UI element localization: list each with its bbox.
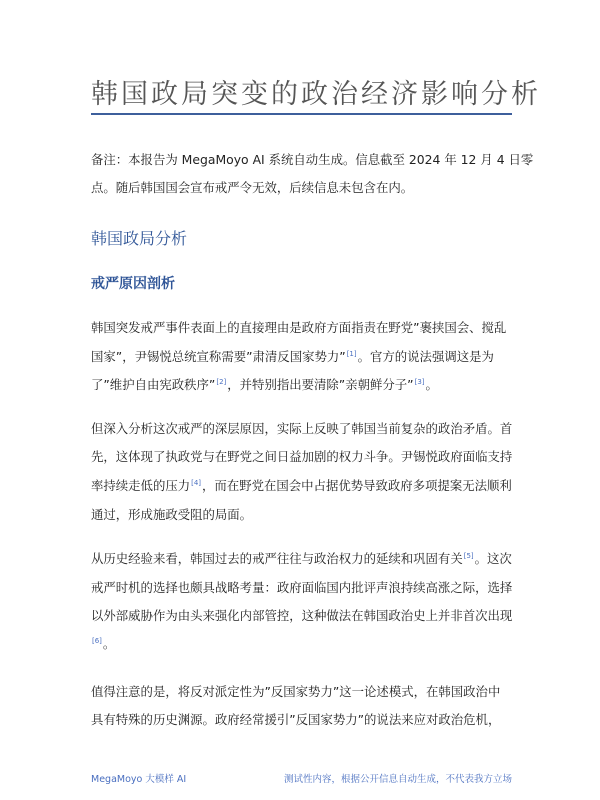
text-segment: 国家”，尹锡悦总统宣称需要”肃清反国家势力” — [91, 349, 346, 364]
text-segment: 通过，形成施政受阻的局面。 — [91, 507, 253, 522]
citation-link[interactable]: [5] — [463, 551, 474, 560]
text-segment: 戒严时机的选择也颇具战略考量：政府面临国内批评声浪持续高涨之际，选择 — [91, 580, 513, 595]
text-segment: 。 — [425, 377, 438, 392]
paragraph-line — [91, 447, 512, 465]
text-segment: 率持续走低的压力 — [91, 478, 191, 493]
text-segment: 韩国突发戒严事件表面上的直接理由是政府方面指责在野党”裹挟国会、搅乱 — [91, 320, 507, 335]
citation-link[interactable]: [6] — [92, 636, 102, 645]
document-title: 韩国政局突变的政治经济影响分析 — [91, 79, 541, 110]
text-segment: 以外部威胁作为由头来强化内部管控，这种做法在韩国政治史上并非首次出现 — [91, 608, 513, 623]
citation-link[interactable]: [3] — [414, 377, 425, 386]
text-segment: ，而在野党在国会中占据优势导致政府多项提案无法顺利 — [202, 478, 512, 493]
text-segment: 从历史经验来看，韩国过去的戒严往往与政治权力的延续和巩固有关 — [91, 551, 463, 566]
paragraph-line — [91, 549, 512, 567]
text-segment: 但深入分析这次戒严的深层原因，实际上反映了韩国当前复杂的政治矛盾。首 — [91, 421, 513, 436]
citation-link[interactable]: [4] — [191, 478, 202, 487]
paragraph-line — [91, 375, 438, 393]
footer-disclaimer: 测试性内容，根据公开信息自动生成，不代表我方立场 — [283, 774, 512, 785]
text-segment: ，并特别指出要清除”亲朝鲜分子” — [227, 377, 414, 392]
paragraph-line — [91, 606, 512, 624]
citation-link[interactable]: [1] — [346, 349, 357, 358]
paragraph-line — [91, 505, 252, 523]
text-segment: 值得注意的是，将反对派定性为”反国家势力”这一论述模式，在韩国政治中 — [91, 684, 501, 699]
paragraph-line — [91, 476, 512, 494]
paragraph-line — [91, 318, 506, 336]
note-line: 备注：本报告为 MegaMoyo AI 系统自动生成。信息截至 2024 年 12 月 4 日零 — [91, 152, 534, 167]
subsection-heading: 戒严原因剖析 — [91, 276, 175, 292]
paragraph-line — [91, 347, 494, 365]
note-line: 点。随后韩国国会宣布戒严令无效，后续信息未包含在内。 — [91, 180, 414, 195]
section-heading: 韩国政局分析 — [91, 229, 188, 248]
citation-link[interactable]: [2] — [216, 377, 227, 386]
paragraph-line — [91, 419, 512, 437]
text-segment: 。这次 — [474, 551, 512, 566]
paragraph-line — [91, 682, 500, 700]
paragraph-line — [91, 578, 512, 596]
text-segment: 了”维护自由宪政秩序” — [91, 377, 216, 392]
paragraph-line — [91, 634, 115, 652]
footer-brand: MegaMoyo 大模样 AI — [91, 774, 187, 785]
paragraph-line — [91, 710, 500, 728]
text-segment: 。官方的说法强调这是为 — [357, 349, 494, 364]
text-segment: 。 — [102, 636, 116, 651]
text-segment: 先，这体现了执政党与在野党之间日益加剧的权力斗争。尹锡悦政府面临支持 — [91, 449, 513, 464]
text-segment: 具有特殊的历史渊源。政府经常援引”反国家势力”的说法来应对政治危机， — [91, 712, 501, 727]
title-underline — [91, 113, 512, 115]
